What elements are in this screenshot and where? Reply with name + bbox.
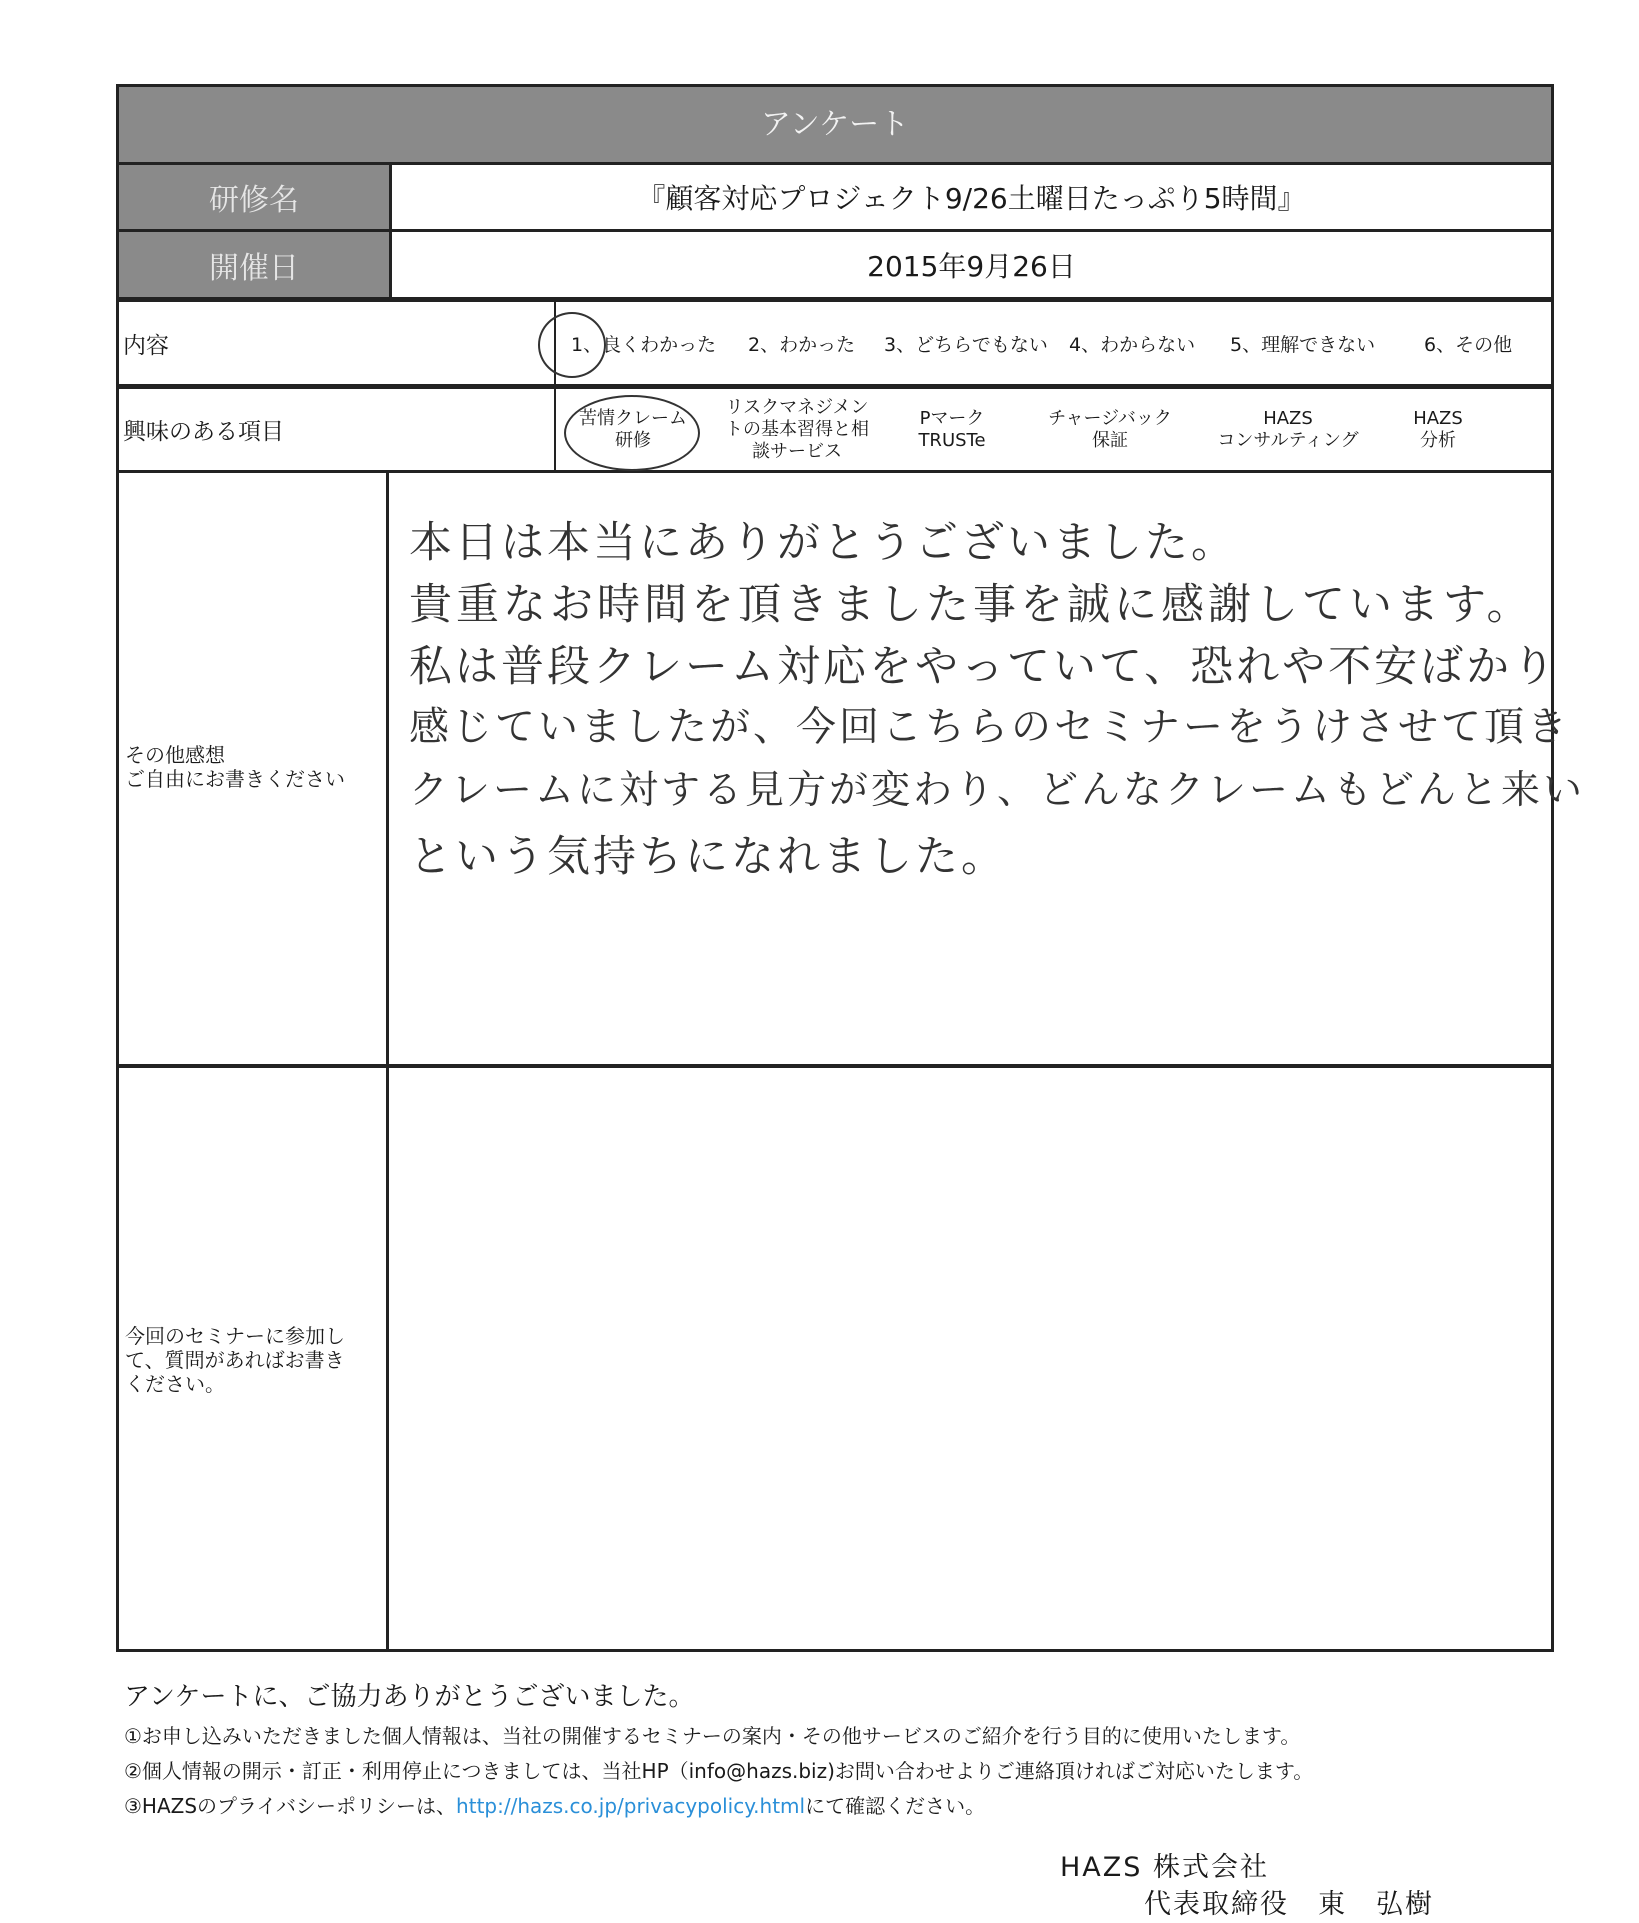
- handwritten-line: 貴重なお時間を頂きました事を誠に感謝しています。: [409, 580, 1534, 630]
- representative-name: 代表取締役 東 弘樹: [1144, 1889, 1434, 1920]
- privacy-note-3-suffix: にて確認ください。: [805, 1794, 986, 1818]
- handwritten-line: 本日は本当にありがとうございました。: [409, 518, 1237, 568]
- question-label-cell: [119, 1068, 389, 1649]
- interest-option-2[interactable]: リスクマネジメン トの基本習得と相 談サービス: [725, 396, 869, 462]
- survey-form: [116, 84, 1586, 1652]
- content-option-2[interactable]: 2、わかった: [748, 333, 856, 356]
- comment-row: [119, 473, 1586, 1067]
- content-options: [556, 302, 1551, 384]
- privacy-note-3: [124, 1790, 985, 1819]
- interest-option-5[interactable]: HAZS コンサルティング: [1217, 407, 1359, 451]
- privacy-note-2: ②個人情報の開示・訂正・利用停止につきましては、当社HP（info@hazs.biz)お問い合わせよりご連絡頂ければご対応いたします。: [124, 1759, 1314, 1783]
- question-label: 今回のセミナーに参加し て、質問があればお書き ください。: [125, 1324, 345, 1396]
- thanks-text: アンケートに、ご協力ありがとうございました。: [124, 1682, 695, 1712]
- privacy-policy-link[interactable]: http://hazs.co.jp/privacypolicy.html: [456, 1794, 806, 1818]
- content-label: 内容: [119, 302, 556, 384]
- form-title: アンケート: [119, 87, 1551, 165]
- comment-label: その他感想 ご自由にお書きください: [125, 743, 345, 791]
- interest-option-4[interactable]: チャージバック 保証: [1048, 407, 1172, 451]
- question-row: [119, 1067, 1551, 1649]
- company-name: HAZS 株式会社: [1060, 1852, 1269, 1883]
- content-option-6[interactable]: 6、その他: [1424, 333, 1513, 356]
- content-option-5[interactable]: 5、理解できない: [1230, 333, 1376, 356]
- content-option-4[interactable]: 4、わからない: [1069, 333, 1196, 356]
- question-answer-area[interactable]: [389, 1068, 1551, 1649]
- course-label: 研修名: [119, 165, 392, 229]
- content-option-1[interactable]: 1、良くわかった: [571, 333, 717, 356]
- handwritten-line: 感じていましたが、今回こちらのセミナーをうけさせて頂き: [409, 704, 1570, 750]
- handwritten-line: 私は普段クレーム対応をやっていて、恐れや不安ばかり: [409, 642, 1559, 692]
- date-row: [119, 232, 1551, 300]
- privacy-note-1: ①お申し込みいただきました個人情報は、当社の開催するセミナーの案内・その他サービスのご紹介を行う目的に使用いたします。: [124, 1724, 1301, 1748]
- handwritten-line: という気持ちになれました。: [409, 832, 1007, 882]
- interest-row: [119, 387, 1551, 473]
- comment-label-cell: [119, 473, 389, 1064]
- content-option-3[interactable]: 3、どちらでもない: [884, 333, 1048, 356]
- interest-option-6[interactable]: HAZS 分析: [1413, 407, 1463, 451]
- comment-handwriting[interactable]: [389, 473, 1586, 1064]
- content-row: [119, 300, 1551, 387]
- date-value: 2015年9月26日: [867, 249, 1076, 283]
- interest-options: [556, 389, 1551, 470]
- privacy-note-3-prefix: ③HAZSのプライバシーポリシーは、: [124, 1794, 457, 1818]
- date-label: 開催日: [119, 232, 392, 297]
- course-row: [119, 165, 1551, 232]
- interest-label: 興味のある項目: [119, 389, 556, 470]
- handwritten-line: クレームに対する見方が変わり、どんなクレームもどんと来い: [409, 768, 1586, 813]
- interest-option-1[interactable]: 苦情クレーム 研修: [579, 407, 687, 451]
- course-value: 『顧客対応プロジェクト9/26土曜日たっぷり5時間』: [637, 182, 1306, 215]
- interest-option-3[interactable]: Pマーク TRUSTe: [918, 407, 986, 451]
